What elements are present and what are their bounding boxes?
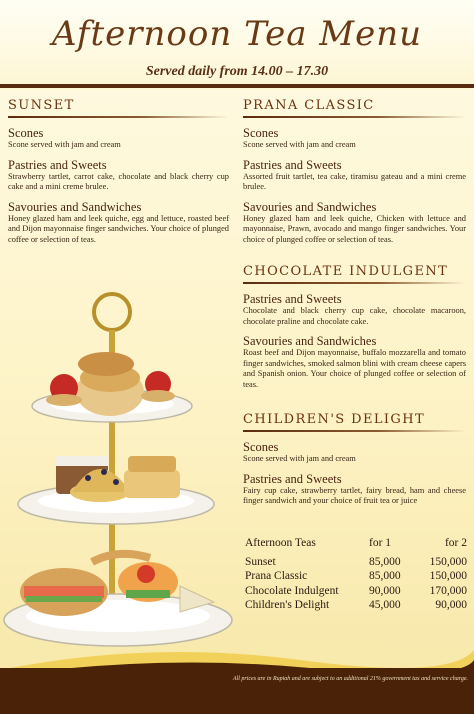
section-chocolate-indulgent <box>243 264 466 397</box>
price-table-header <box>245 536 467 551</box>
item-description: Scone served with jam and cream <box>8 140 121 149</box>
section-divider <box>243 116 466 118</box>
item-description: Fairy cup cake, strawberry tartlet, fairy bread, ham and cheese finger sandwich and your choice of fruit tea or juice <box>243 485 466 505</box>
price-row <box>245 569 467 584</box>
section-heading: SUNSET <box>8 98 75 113</box>
item-name: Savouries and Sandwiches <box>243 199 377 214</box>
item-description: Honey glazed ham and leek quiche, Chicken with lettuce and mayonnaise, Prawn, avocado and mango finger sandwiches. Your choice of plunged coffee or selection of teas. <box>243 213 466 244</box>
title-divider <box>0 84 474 88</box>
item-description: Scone served with jam and cream <box>243 454 356 463</box>
price-row-name: Prana Classic <box>245 570 308 583</box>
menu-item <box>8 126 229 151</box>
price-header-for-2: for 2 <box>444 537 467 550</box>
price-row <box>245 598 467 613</box>
section-heading: CHOCOLATE INDULGENT <box>243 264 449 279</box>
price-for-1: 45,000 <box>369 599 401 612</box>
price-row-name: Chocolate Indulgent <box>245 584 339 597</box>
price-for-1: 85,000 <box>369 570 401 583</box>
price-for-2: 150,000 <box>429 570 467 583</box>
section-heading: CHILDREN'S DELIGHT <box>243 412 426 427</box>
section-divider <box>243 430 466 432</box>
price-for-2: 150,000 <box>429 555 467 568</box>
item-description: Scone served with jam and cream <box>243 140 356 149</box>
section-prana-classic <box>243 98 466 252</box>
item-name: Pastries and Sweets <box>243 157 342 172</box>
menu-item <box>243 292 466 327</box>
price-for-1: 85,000 <box>369 555 401 568</box>
menu-item <box>243 472 466 507</box>
item-description: Chocolate and black cherry cup cake, chocolate macaroon, chocolate praline and chocolate cake. <box>243 306 466 326</box>
menu-item <box>243 126 466 151</box>
item-description: Honey glazed ham and leek quiche, egg and lettuce, roasted beef and Dijon mayonnaise finger sandwiches. Your choice of plunged coffee or selection of teas. <box>8 213 229 244</box>
menu-item <box>8 158 229 193</box>
section-heading: PRANA CLASSIC <box>243 98 375 113</box>
item-name: Scones <box>243 440 279 454</box>
menu-item <box>243 334 466 390</box>
menu-item <box>243 200 466 246</box>
price-for-2: 170,000 <box>429 584 467 597</box>
price-for-2: 90,000 <box>435 599 467 612</box>
price-row-name: Sunset <box>245 555 276 568</box>
price-header-for-1: for 1 <box>369 537 392 550</box>
price-row <box>245 555 467 570</box>
footer-band <box>0 668 474 714</box>
menu-item <box>243 440 466 465</box>
item-name: Scones <box>243 126 279 140</box>
section-sunset <box>8 98 229 252</box>
section-childrens-delight <box>243 412 466 514</box>
item-description: Roast beef and Dijon mayonnaise, buffalo mozzarella and tomato finger sandwiches, smoked salmon blini with cream cheese capers and Spanish onion. Your choice of plunged coffee or selection of teas. <box>243 348 466 389</box>
item-name: Pastries and Sweets <box>243 471 342 486</box>
page-title: Afternoon Tea Menu <box>51 14 423 54</box>
menu-item <box>8 200 229 246</box>
price-table <box>245 536 467 613</box>
item-name: Savouries and Sandwiches <box>8 199 142 214</box>
section-divider <box>8 116 229 118</box>
price-header-name: Afternoon Teas <box>245 537 316 550</box>
item-name: Scones <box>8 126 44 140</box>
footer-note: All prices are in Rupiah and are subject to an additional 21% government tax and service charge. <box>232 676 468 682</box>
section-divider <box>243 282 466 284</box>
price-row-name: Children's Delight <box>245 599 330 612</box>
price-row <box>245 584 467 599</box>
menu-item <box>243 158 466 193</box>
item-description: Strawberry tartlet, carrot cake, chocolate and black cherry cup cake and a mini creme brulee. <box>8 171 229 191</box>
item-name: Pastries and Sweets <box>8 157 107 172</box>
item-name: Pastries and Sweets <box>243 292 342 306</box>
item-name: Savouries and Sandwiches <box>243 334 377 348</box>
item-description: Assorted fruit tartlet, tea cake, tiramisu gateau and a mini creme brulee. <box>243 171 466 191</box>
price-for-1: 90,000 <box>369 584 401 597</box>
page-subtitle: Served daily from 14.00 – 17.30 <box>145 64 329 79</box>
tea-stand-illustration <box>0 286 240 666</box>
